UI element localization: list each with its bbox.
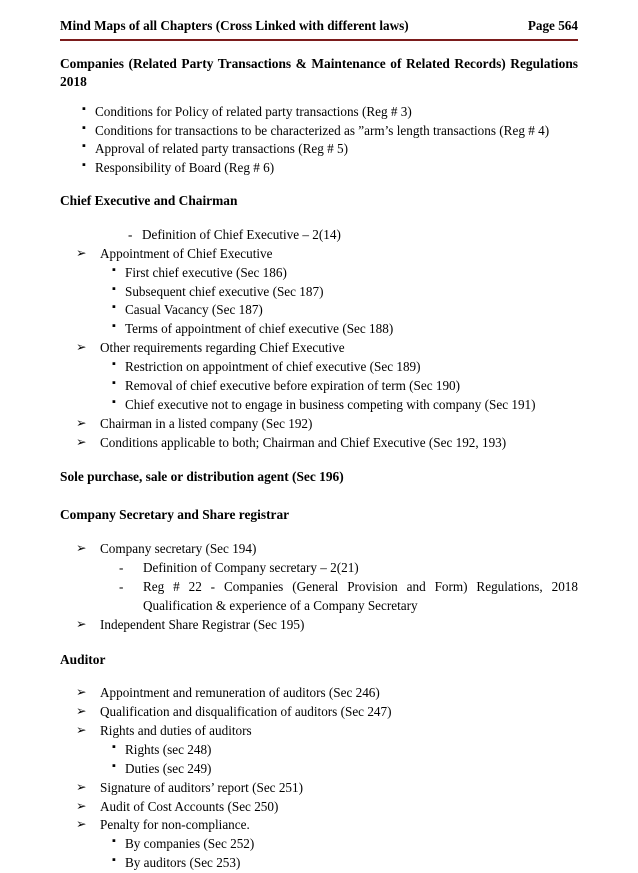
list-item: ➢ Other requirements regarding Chief Executive: [60, 339, 578, 358]
spacer: [60, 635, 578, 651]
header-title: Mind Maps of all Chapters (Cross Linked with different laws): [60, 18, 409, 33]
list-item: ▪ By auditors (Sec 253): [60, 854, 578, 873]
list-item: ➢ Audit of Cost Accounts (Sec 250): [60, 798, 578, 817]
spacer: [60, 178, 578, 192]
list-item: ▪ Removal of chief executive before expiration of term (Sec 190): [60, 377, 578, 396]
list-item: ▪ Casual Vacancy (Sec 187): [60, 301, 578, 320]
list-item: ➢ Qualification and disqualification of auditors (Sec 247): [60, 703, 578, 722]
list-item: ▪ Rights (sec 248): [60, 741, 578, 760]
list-item: ➢ Conditions applicable to both; Chairman and Chief Executive (Sec 192, 193): [60, 434, 578, 453]
header-page-number: Page 564: [527, 18, 578, 33]
spacer: [60, 672, 578, 684]
list-item: ▪ By companies (Sec 252): [60, 835, 578, 854]
list-item: - Definition of Company secretary – 2(21): [60, 559, 578, 578]
list-item: ➢ Signature of auditors’ report (Sec 251): [60, 779, 578, 798]
list-item: ▪ Duties (sec 249): [60, 760, 578, 779]
header-divider: [60, 39, 578, 41]
list-item: ➢ Appointment of Chief Executive: [60, 245, 578, 264]
list-item: ▪ Responsibility of Board (Reg # 6): [60, 159, 578, 178]
spacer: [60, 528, 578, 540]
spacer: [60, 95, 578, 103]
list-related-party-conditions: [60, 103, 578, 179]
section-heading-company-secretary: Company Secretary and Share registrar: [60, 507, 290, 523]
list-item: ▪ First chief executive (Sec 186): [60, 264, 578, 283]
list-company-secretary: [60, 540, 578, 634]
spacer: [60, 452, 578, 468]
list-item: ➢ Penalty for non-compliance.: [60, 816, 578, 835]
list-item: - Reg # 22 - Companies (General Provision and Form) Regulations, 2018 Qualification & experience of a Company Secretary: [60, 578, 578, 616]
spacer: [60, 214, 578, 226]
section-heading-auditor: Auditor: [60, 651, 106, 667]
list-item: ▪ Conditions for transactions to be characterized as ”arm’s length transactions (Reg # 4): [60, 122, 578, 141]
list-item: ▪ Restriction on appointment of chief executive (Sec 189): [60, 358, 578, 377]
list-chief-executive: [60, 226, 578, 453]
section-heading-chief-executive-chairman: Chief Executive and Chairman: [60, 193, 238, 209]
page-header: [60, 18, 578, 39]
list-item: ▪ Approval of related party transactions (Reg # 5): [60, 140, 578, 159]
list-item: ▪ Terms of appointment of chief executive (Sec 188): [60, 320, 578, 339]
list-auditor: [60, 684, 578, 873]
list-item: ➢ Rights and duties of auditors: [60, 722, 578, 741]
list-item: ➢ Appointment and remuneration of auditors (Sec 246): [60, 684, 578, 703]
section-heading-sole-agent: Sole purchase, sale or distribution agent (Sec 196): [60, 469, 344, 485]
list-item: ➢ Company secretary (Sec 194): [60, 540, 578, 559]
list-item: ▪ Conditions for Policy of related party transactions (Reg # 3): [60, 103, 578, 122]
list-item: ➢ Chairman in a listed company (Sec 192): [60, 415, 578, 434]
list-item: ▪ Chief executive not to engage in business competing with company (Sec 191): [60, 396, 578, 415]
spacer: [60, 490, 578, 506]
list-item: ▪ Subsequent chief executive (Sec 187): [60, 283, 578, 302]
list-item: ➢ Independent Share Registrar (Sec 195): [60, 616, 578, 635]
section-heading-related-party-regulations: Companies (Related Party Transactions & Maintenance of Related Records) Regulations 2018: [60, 56, 578, 89]
list-item: - Definition of Chief Executive – 2(14): [60, 226, 578, 245]
